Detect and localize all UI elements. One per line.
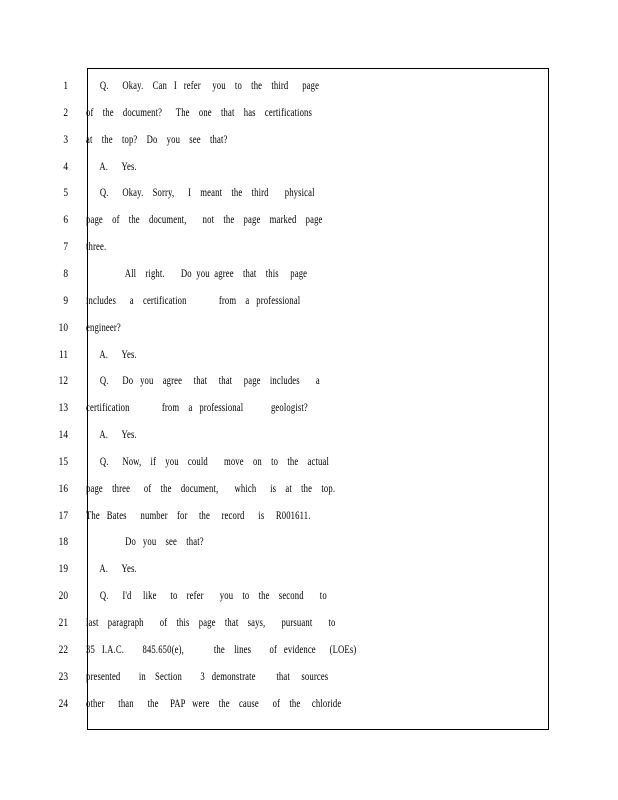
line-number: 22 bbox=[58, 641, 68, 656]
line-number: 16 bbox=[58, 480, 68, 495]
line-number: 23 bbox=[58, 668, 68, 683]
line-number: 2 bbox=[63, 104, 68, 119]
line-number: 21 bbox=[58, 615, 68, 629]
transcript-line bbox=[0, 101, 618, 123]
line-text: Q. I'd like to refer you to the second to bbox=[86, 588, 327, 603]
line-number: 3 bbox=[63, 131, 68, 146]
line-number: 10 bbox=[58, 319, 68, 334]
line-text: Q. Okay. Sorry, I meant the third physical bbox=[86, 185, 315, 200]
line-number: 24 bbox=[58, 695, 68, 710]
transcript-line bbox=[0, 128, 618, 150]
line-text: three. bbox=[86, 239, 107, 254]
line-text: page three of the document, which is at the top. bbox=[86, 480, 336, 495]
transcript-line bbox=[0, 235, 618, 257]
line-number: 17 bbox=[58, 507, 68, 522]
transcript-line bbox=[0, 692, 618, 714]
line-number: 13 bbox=[58, 400, 68, 415]
line-text: includes a certification from a professional bbox=[86, 292, 301, 307]
transcript-line bbox=[0, 316, 618, 338]
line-text: 35 I.A.C. 845.650(e), the lines of evidence (LOEs) bbox=[86, 641, 357, 656]
transcript-line bbox=[0, 530, 618, 552]
transcript-line bbox=[0, 181, 618, 203]
transcript-line bbox=[0, 208, 618, 230]
line-text: Q. Okay. Can I refer you to the third page bbox=[86, 78, 320, 92]
line-number: 7 bbox=[63, 239, 68, 254]
line-text: at the top? Do you see that? bbox=[86, 131, 228, 146]
line-text: A. Yes. bbox=[86, 346, 137, 361]
line-number: 4 bbox=[63, 158, 68, 173]
transcript-line bbox=[0, 343, 618, 365]
line-number: 1 bbox=[63, 78, 68, 92]
transcript-line bbox=[0, 477, 618, 499]
line-text: of the document? The one that has certifications bbox=[86, 104, 313, 119]
line-number: 9 bbox=[63, 292, 68, 307]
line-number: 11 bbox=[58, 346, 68, 361]
transcript-line bbox=[0, 423, 618, 445]
line-number: 12 bbox=[58, 373, 68, 388]
line-text: Q. Now, if you could move on to the actual bbox=[86, 453, 330, 468]
transcript-line bbox=[0, 289, 618, 311]
line-text: A. Yes. bbox=[86, 427, 137, 442]
transcript-line bbox=[0, 369, 618, 391]
line-text: A. Yes. bbox=[86, 158, 137, 173]
line-number: 18 bbox=[58, 534, 68, 549]
line-text: engineer? bbox=[86, 319, 121, 334]
transcript-line bbox=[0, 396, 618, 418]
line-text: Q. Do you agree that that page includes a bbox=[86, 373, 320, 388]
transcript-line bbox=[0, 557, 618, 579]
transcript-line bbox=[0, 504, 618, 526]
transcript-line bbox=[0, 262, 618, 284]
line-text: A. Yes. bbox=[86, 561, 137, 576]
line-number: 6 bbox=[63, 212, 68, 227]
line-number: 15 bbox=[58, 453, 68, 468]
line-number: 20 bbox=[58, 588, 68, 603]
line-text: last paragraph of this page that says, pursuant to bbox=[86, 615, 336, 629]
line-number: 14 bbox=[58, 427, 68, 442]
transcript-line bbox=[0, 74, 618, 96]
transcript-line bbox=[0, 450, 618, 472]
transcript-line bbox=[0, 584, 618, 606]
line-number: 5 bbox=[63, 185, 68, 200]
line-text: certification from a professional geologist? bbox=[86, 400, 308, 415]
transcript-line bbox=[0, 665, 618, 687]
transcript-line bbox=[0, 155, 618, 177]
transcript-line bbox=[0, 638, 618, 660]
line-text: presented in Section 3 demonstrate that sources bbox=[86, 668, 329, 683]
line-text: other than the PAP were the cause of the chloride bbox=[86, 695, 342, 710]
line-text: All right. Do you agree that this page bbox=[86, 265, 308, 280]
line-number: 19 bbox=[58, 561, 68, 576]
line-number: 8 bbox=[63, 265, 68, 280]
line-text: page of the document, not the page marked page bbox=[86, 212, 323, 227]
line-text: Do you see that? bbox=[86, 534, 204, 549]
line-text: The Bates number for the record is R001611. bbox=[86, 507, 311, 522]
transcript-line bbox=[0, 611, 618, 633]
